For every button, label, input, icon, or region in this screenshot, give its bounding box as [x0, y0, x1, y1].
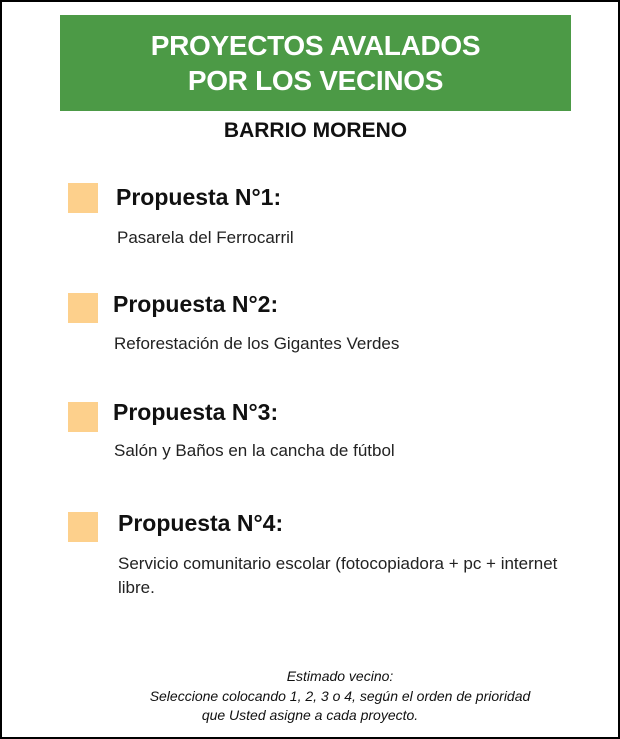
proposal-4-checkbox[interactable]	[68, 512, 98, 542]
title-banner	[60, 15, 571, 111]
proposal-4-description: Servicio comunitario escolar (fotocopiadora + pc + internet libre.	[118, 554, 558, 597]
instructions	[60, 667, 620, 726]
proposal-2-checkbox[interactable]	[68, 293, 98, 323]
proposal-3-description: Salón y Baños en la cancha de fútbol	[114, 441, 395, 460]
proposal-4-heading: Propuesta N°4:	[118, 510, 284, 536]
proposal-1-checkbox[interactable]	[68, 183, 98, 213]
proposal-1-description: Pasarela del Ferrocarril	[117, 228, 294, 247]
title-line-2: POR LOS VECINOS	[187, 65, 444, 96]
neighborhood-subtitle: BARRIO MORENO	[223, 119, 408, 142]
proposal-3-heading: Propuesta N°3:	[113, 399, 279, 425]
proposal-3-checkbox[interactable]	[68, 402, 98, 432]
proposal-1-heading: Propuesta N°1:	[116, 184, 282, 210]
title-line-1: PROYECTOS AVALADOS	[150, 30, 481, 61]
instructions-greeting: Estimado vecino:	[286, 668, 394, 684]
instructions-line-2: Seleccione colocando 1, 2, 3 o 4, según el orden de prioridad	[149, 687, 531, 704]
instructions-line-3: que Usted asigne a cada proyecto.	[201, 707, 419, 723]
proposal-2-description: Reforestación de los Gigantes Verdes	[114, 334, 400, 353]
proposal-2-heading: Propuesta N°2:	[113, 291, 279, 317]
